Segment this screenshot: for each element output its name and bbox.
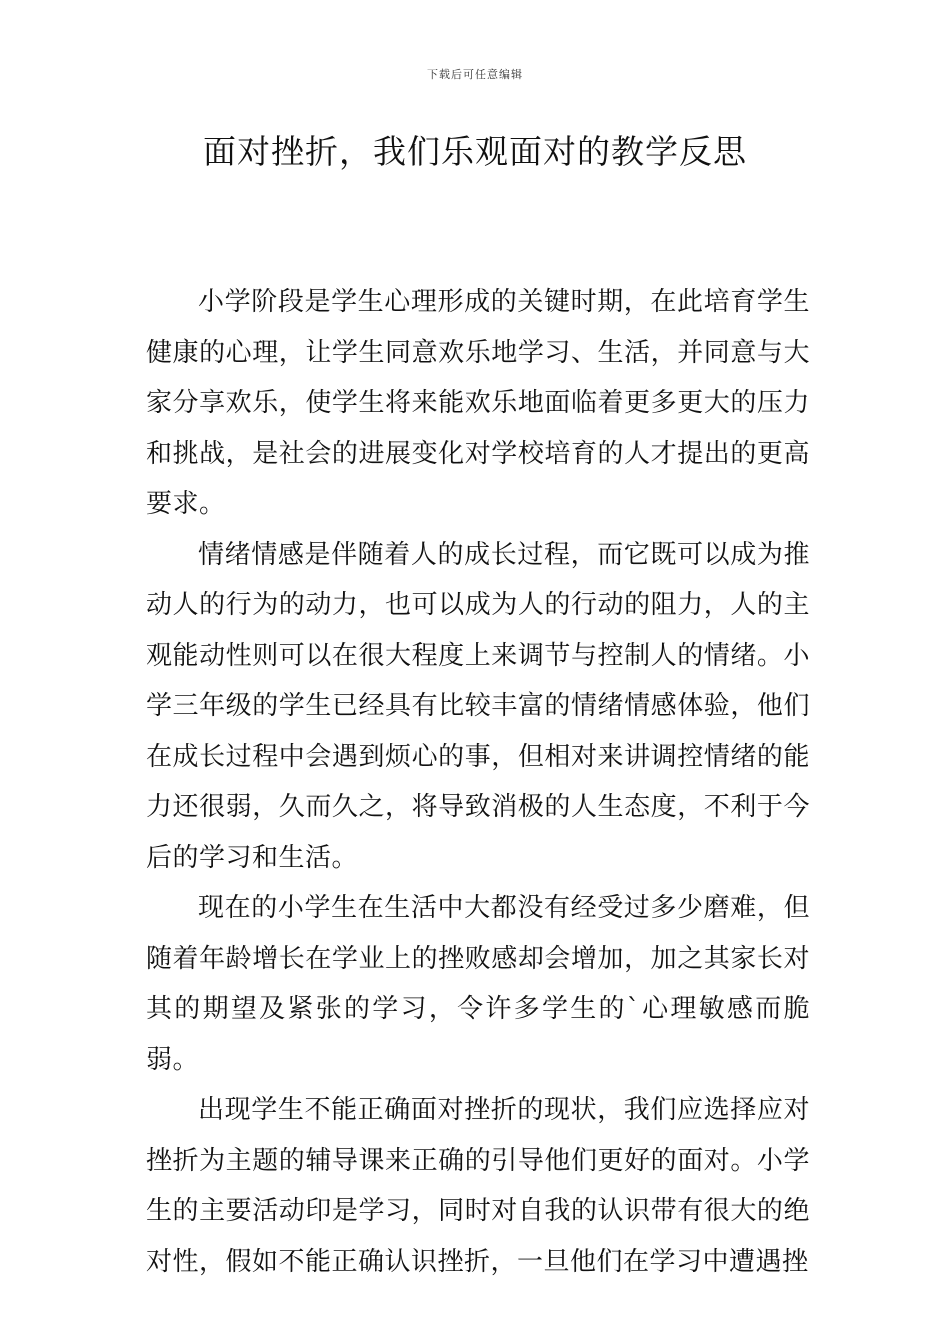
paragraph-2: 情绪情感是伴随着人的成长过程，而它既可以成为推动人的行为的动力，也可以成为人的行动的阻力，人的主观能动性则可以在很大程度上来调节与控制人的情绪。小学三年级的学生已经具有比较丰富的情绪情感体验，他们在成长过程中会遇到烦心的事，但相对来讲调控情绪的能力还很弱，久而久之，将导致消极的人生态度，不利于今后的学习和生活。 [146,539,810,873]
paragraph-3: 现在的小学生在生活中大都没有经受过多少磨难，但随着年龄增长在学业上的挫败感却会增加，加之其家长对其的期望及紧张的学习，令许多学生的`心理敏感而脆弱。 [146,893,810,1075]
document-title: 面对挫折，我们乐观面对的教学反思 [203,132,747,171]
paragraph-1: 小学阶段是学生心理形成的关键时期，在此培育学生健康的心理，让学生同意欢乐地学习、生活，并同意与大家分享欢乐，使学生将来能欢乐地面临着更多更大的压力和挑战，是社会的进展变化对学校培育的人才提出的更高要求。 [146,287,810,519]
header-note: 下载后可任意编辑 [427,68,523,81]
paragraph-4: 出现学生不能正确面对挫折的现状，我们应选择应对挫折为主题的辅导课来正确的引导他们更好的面对。小学生的主要活动印是学习，同时对自我的认识带有很大的绝对性，假如不能正确认识挫折，一旦他们在学习中遭遇挫 [146,1095,810,1277]
document-body [146,277,810,1287]
